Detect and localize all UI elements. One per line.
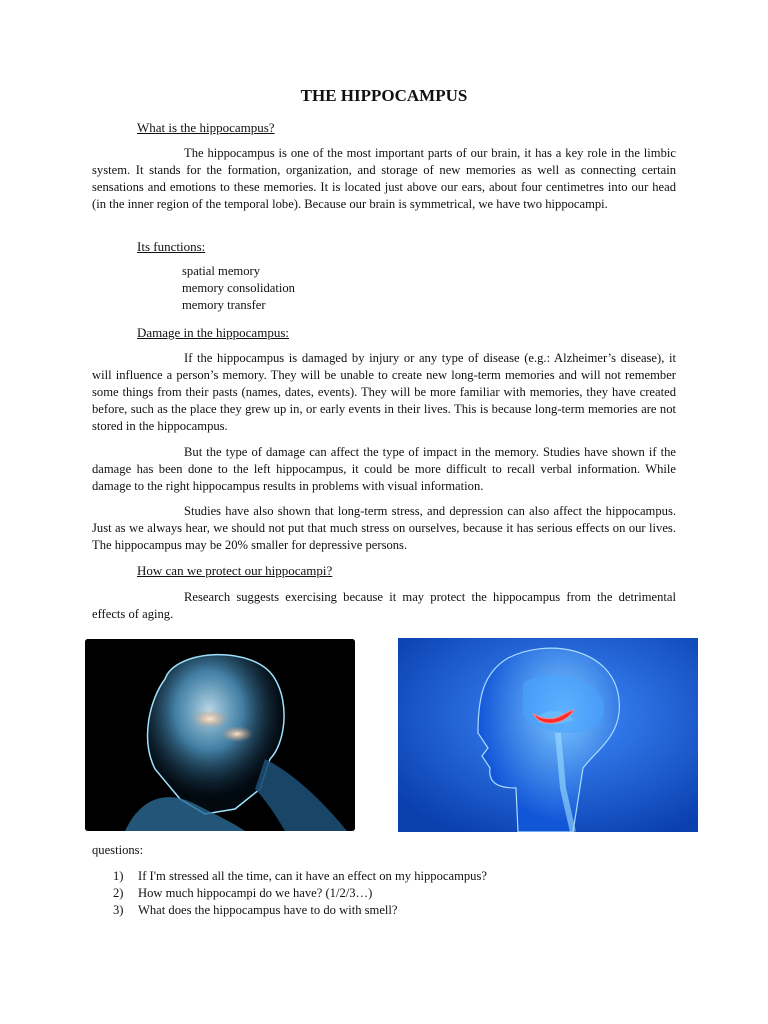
paragraph-damage-3 [92,503,676,554]
brain-glow-illustration [85,639,355,831]
paragraph-protect-text: Research suggests exercising because it may protect the hippocampus from the detrimental effects of aging. [92,590,676,621]
question-number: 1) [113,869,124,883]
list-item: memory consolidation [182,281,295,295]
heading-what-is: What is the hippocampus? [137,120,275,135]
questions-list [113,868,487,919]
question-number: 3) [113,903,124,917]
paragraph-what-is-text: The hippocampus is one of the most important parts of our brain, it has a key role in the limbic system. It stands for the formation, organization, and storage of new memories as well as connecting certain sensations and emotions to these memories. It is located just above our ears, about four centimetres into our head (in the inner region of the temporal lobe). Because our brain is symmetrical, we have two hippocampi. [92,146,676,211]
page-title: THE HIPPOCAMPUS [300,86,468,105]
question-number: 2) [113,886,124,900]
paragraph-damage-1-text: If the hippocampus is damaged by injury or any type of disease (e.g.: Alzheimer’s disease), it will influence a person’s memory. They will be unable to create new long-term memories and will not remember some things from their pasts (names, dates, events). They will be more familiar with memories, they have created before, such as the place they grew up in, or early events in their lives. This is because long-term memories are not stored in the hippocampus. [92,351,676,433]
questions-label: questions: [92,843,144,857]
heading-protect: How can we protect our hippocampi? [137,563,333,578]
functions-list [182,263,295,314]
list-item [113,885,487,902]
list-item [113,902,487,919]
list-item [113,868,487,885]
list-item: memory transfer [182,298,266,312]
list-item: spatial memory [182,264,260,278]
question-text: What does the hippocampus have to do with smell? [138,903,398,917]
paragraph-protect [92,589,676,623]
question-text: How much hippocampi do we have? (1/2/3…) [138,886,373,900]
paragraph-damage-1 [92,350,676,435]
paragraph-damage-2-text: But the type of damage can affect the type of impact in the memory. Studies have shown if the damage has been done to the left hippocampus, it could be more difficult to recall verbal information. While damage to the right hippocampus results in problems with visual information. [92,445,676,493]
brain-image-left [85,639,355,831]
paragraph-damage-3-text: Studies have also shown that long-term stress, and depression can also affect the hippocampus. Just as we always hear, we should not put that much stress on ourselves, because it has serious effects on our lives. The hippocampus may be 20% smaller for depressive persons. [92,504,676,552]
heading-functions: Its functions: [137,239,206,254]
question-text: If I'm stressed all the time, can it have an effect on my hippocampus? [138,869,487,883]
paragraph-what-is [92,145,676,213]
heading-damage: Damage in the hippocampus: [137,325,289,340]
head-profile-illustration [398,638,698,832]
brain-image-right [398,638,698,832]
paragraph-damage-2 [92,444,676,495]
